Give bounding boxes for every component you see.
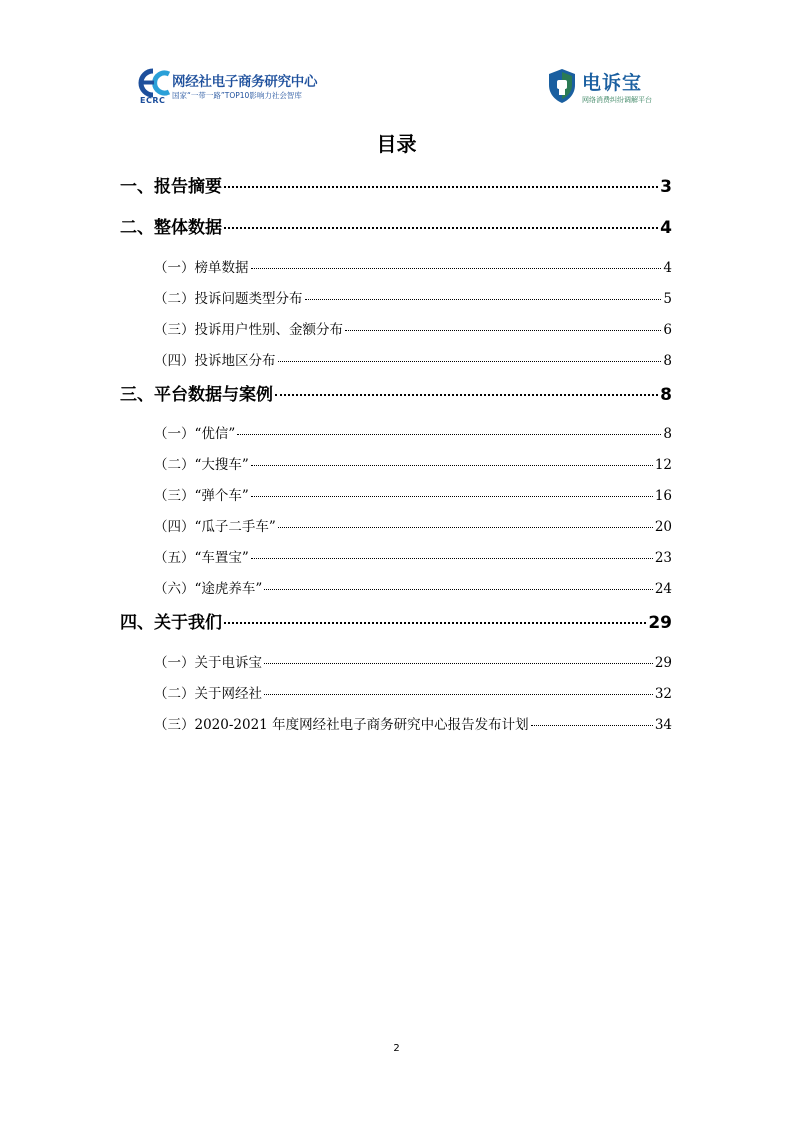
- toc-entry-page: 6: [663, 322, 672, 338]
- toc-leader-dots: [531, 725, 653, 726]
- toc-entry-label: （六）“途虎养车”: [154, 581, 263, 597]
- toc-entry-overall-data[interactable]: [120, 213, 672, 237]
- toc-entry-label: （二）“大搜车”: [154, 457, 249, 473]
- toc-leader-dots: [251, 496, 653, 497]
- toc-entry-page: 29: [648, 613, 672, 633]
- toc-entry-guazi[interactable]: [154, 515, 672, 535]
- toc-leader-dots: [345, 330, 661, 331]
- toc-entry-page: 4: [660, 218, 672, 238]
- toc-entry-page: 8: [663, 353, 672, 369]
- toc-entry-about-wangjingshe[interactable]: [154, 682, 672, 702]
- toc-leader-dots: [264, 694, 653, 695]
- toc-entry-label: （二）关于网经社: [154, 686, 262, 702]
- toc-entry-dangeche[interactable]: [154, 484, 672, 504]
- ecrc-title: 网经社电子商务研究中心: [172, 74, 318, 90]
- toc-entry-label: （一）榜单数据: [154, 260, 249, 276]
- ecrc-logo-icon: [138, 68, 172, 98]
- dianshubao-slogan: 网络消费纠纷调解平台: [582, 96, 652, 104]
- dianshubao-title: 电诉宝: [582, 72, 643, 94]
- toc-entry-label: （二）投诉问题类型分布: [154, 291, 303, 307]
- toc-leader-dots: [264, 663, 653, 664]
- toc-entry-page: 8: [663, 426, 672, 442]
- toc-entry-label: （一）关于电诉宝: [154, 655, 262, 671]
- toc-leader-dots: [251, 558, 653, 559]
- toc-leader-dots: [275, 394, 658, 396]
- toc-entry-complaint-types[interactable]: [154, 287, 672, 307]
- toc-leader-dots: [251, 268, 662, 269]
- toc-entry-tuhu[interactable]: [154, 577, 672, 597]
- toc-entry-page: 3: [660, 177, 672, 197]
- toc-entry-page: 8: [660, 385, 672, 405]
- toc-leader-dots: [278, 361, 662, 362]
- toc-leader-dots: [224, 186, 658, 188]
- toc-leader-dots: [264, 589, 653, 590]
- toc-entry-label: （三）“弹个车”: [154, 488, 249, 504]
- page-number: 2: [393, 1043, 400, 1054]
- toc-entry-label: 三、平台数据与案例: [120, 385, 273, 405]
- toc-entry-page: 12: [654, 457, 672, 473]
- shield-fist-icon: [547, 68, 577, 104]
- toc-leader-dots: [251, 465, 653, 466]
- toc-entry-platform-cases[interactable]: [120, 380, 672, 404]
- toc-title: 目录: [376, 132, 417, 156]
- toc-entry-label: （一）“优信”: [154, 426, 236, 442]
- toc-entry-label: （五）“车置宝”: [154, 550, 249, 566]
- toc-entry-label: （三）2020-2021 年度网经社电子商务研究中心报告发布计划: [154, 717, 529, 733]
- toc-entry-page: 34: [654, 717, 672, 733]
- toc-entry-page: 29: [654, 655, 672, 671]
- toc-entry-label: （三）投诉用户性别、金额分布: [154, 322, 343, 338]
- toc-entry-label: （四）投诉地区分布: [154, 353, 276, 369]
- toc-entry-page: 4: [663, 260, 672, 276]
- toc-leader-dots: [224, 227, 658, 229]
- toc-leader-dots: [278, 527, 653, 528]
- toc-entry-dasouche[interactable]: [154, 453, 672, 473]
- toc-entry-page: 32: [654, 686, 672, 702]
- toc-entry-page: 24: [654, 581, 672, 597]
- toc-entry-label: （四）“瓜子二手车”: [154, 519, 276, 535]
- toc-entry-label: 二、整体数据: [120, 218, 222, 238]
- toc-entry-label: 一、报告摘要: [120, 177, 222, 197]
- toc-entry-page: 16: [654, 488, 672, 504]
- toc-entry-page: 20: [654, 519, 672, 535]
- ecrc-slogan: 国家“一带一路”TOP10影响力社会智库: [172, 91, 302, 100]
- toc-entry-label: 四、关于我们: [120, 613, 222, 633]
- toc-entry-about-dianshubao[interactable]: [154, 651, 672, 671]
- toc-entry-summary[interactable]: [120, 172, 672, 196]
- toc-entry-about-us[interactable]: [120, 608, 672, 632]
- ecrc-abbr: ECRC: [140, 96, 166, 105]
- toc-leader-dots: [237, 434, 661, 435]
- dianshubao-header-logo: [547, 64, 659, 110]
- toc-leader-dots: [305, 299, 662, 300]
- toc-entry-ranking-data[interactable]: [154, 256, 672, 276]
- toc-entry-gender-amount[interactable]: [154, 318, 672, 338]
- ecrc-header-logo: [138, 68, 328, 106]
- toc-entry-chezhibao[interactable]: [154, 546, 672, 566]
- toc-entry-region[interactable]: [154, 349, 672, 369]
- toc-entry-youxin[interactable]: [154, 422, 672, 442]
- toc-entry-page: 23: [654, 550, 672, 566]
- toc-leader-dots: [224, 622, 646, 624]
- toc-entry-page: 5: [663, 291, 672, 307]
- toc-entry-report-plan[interactable]: [154, 713, 672, 733]
